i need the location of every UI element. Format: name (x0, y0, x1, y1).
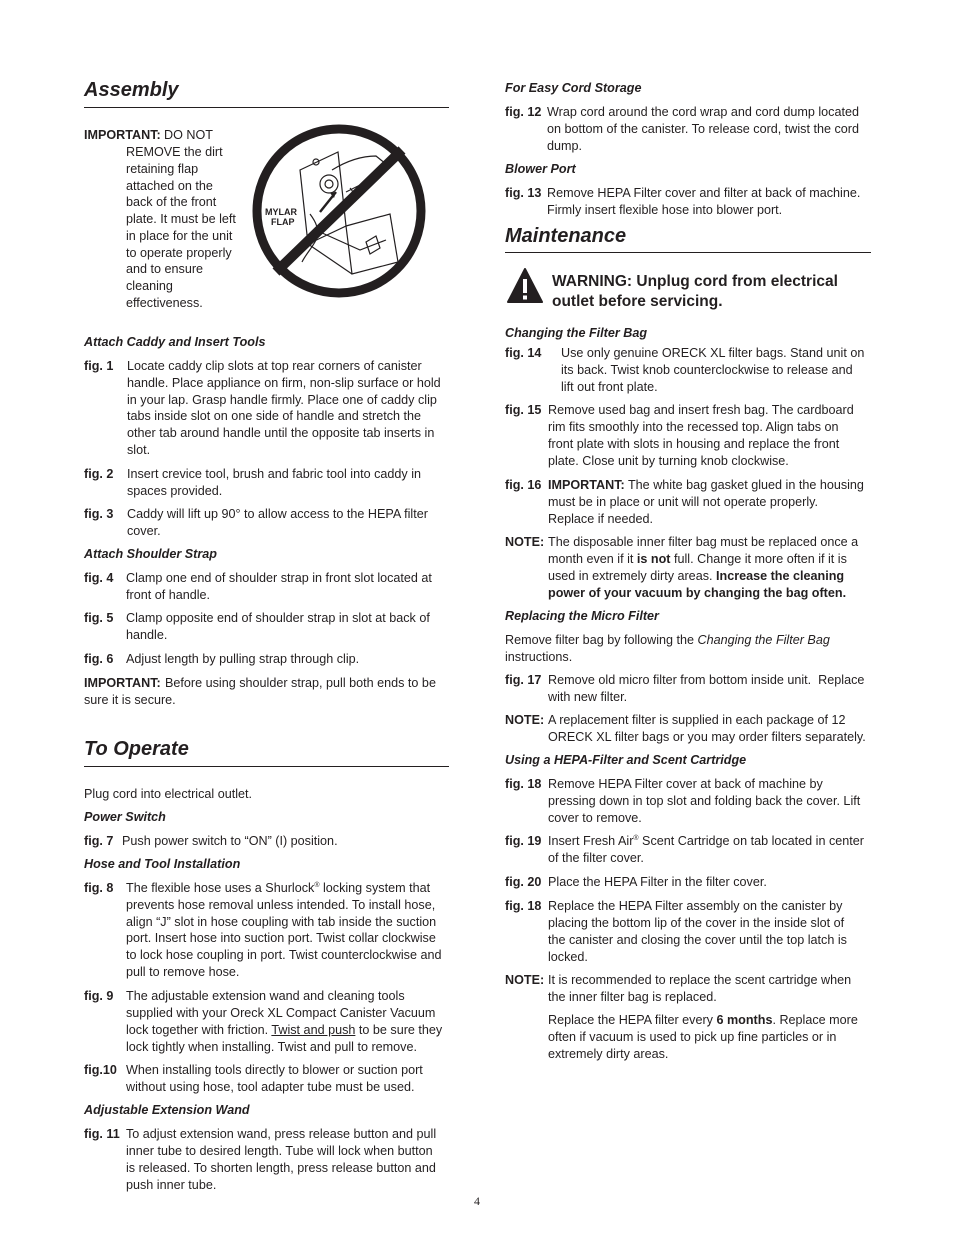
fig9-text-a: lock together with friction. (126, 1023, 272, 1037)
fig5-line: Clamp opposite end of shoulder strap in slot at back of (126, 611, 430, 625)
fig18a-line: cover to remove. (548, 811, 642, 825)
wand-heading: Adjustable Extension Wand (84, 1103, 250, 1117)
fig2-label: fig. 2 (84, 467, 114, 481)
fig1-line: tabs inside slot on one side of handle and stretch the (127, 409, 422, 423)
caddy-heading: Attach Caddy and Insert Tools (84, 335, 266, 349)
fig3-line: Caddy will lift up 90° to allow access to the HEPA filter (127, 507, 428, 521)
fig10-line: without using hose, tool adapter tube must be used. (126, 1080, 415, 1094)
fig18a-label: fig. 18 (505, 777, 542, 791)
fig15-line: plate. Close unit by turning knob clockwise. (548, 454, 789, 468)
note1-text-a: month even if it (548, 552, 637, 566)
fig12-line: on bottom of the canister. To release cord, twist the cord (547, 122, 859, 136)
fig9-line: supplied with your Oreck XL Compact Canister Vacuum (126, 1006, 436, 1020)
fig18a-line: pressing down in top slot and folding back the cover. Lift (548, 794, 861, 808)
fig19-line (548, 833, 864, 850)
fig10-line: When installing tools directly to blower or suction port (126, 1063, 423, 1077)
fig15-line: rim fits smoothly into the recessed top. Align tabs on (548, 420, 839, 434)
fig8-line: port. Insert hose into suction port. Twist collar clockwise (126, 931, 436, 945)
fig11-line: is released. To shorten length, press release button and (126, 1161, 436, 1175)
warning-line: WARNING: Unplug cord from electrical (552, 273, 838, 290)
important2-line: Before using shoulder strap, pull both ends to be (165, 676, 436, 690)
fig13-line: Firmly insert flexible hose into blower port. (547, 203, 783, 217)
maintenance-rule (505, 252, 871, 253)
micro-text (505, 632, 830, 649)
important2-label: IMPORTANT: (84, 676, 161, 690)
fig4-line: Clamp one end of shoulder strap in front slot located at (126, 571, 432, 585)
fig3-label: fig. 3 (84, 507, 114, 521)
fig8-line (126, 880, 430, 897)
note1-bold: Increase the cleaning (716, 569, 845, 583)
fig15-line: Remove used bag and insert fresh bag. The cardboard (548, 403, 854, 417)
no-remove-flap-illustration (250, 122, 428, 300)
important-line: in place for the unit (126, 229, 233, 243)
fig12-line: Wrap cord around the cord wrap and cord dump located (547, 105, 859, 119)
replace-line (548, 1012, 858, 1029)
fig13-line: Remove HEPA Filter cover and filter at back of machine. (547, 186, 861, 200)
important-line: effectiveness. (126, 296, 203, 310)
fig1-line: Locate caddy clip slots at top rear corners of canister (127, 359, 422, 373)
fig5-label: fig. 5 (84, 611, 114, 625)
page-number: 4 (474, 1194, 480, 1208)
fig18b-line: Replace the HEPA Filter assembly on the canister by (548, 899, 843, 913)
important-line: and to ensure (126, 262, 204, 276)
fig19-label: fig. 19 (505, 834, 542, 848)
fig8-line: to lock hose coupling in port. Twist counterclockwise and (126, 948, 442, 962)
assembly-title: Assembly (84, 79, 179, 101)
fig18b-label: fig. 18 (505, 899, 542, 913)
mylar-label: MYLAR (265, 207, 297, 217)
fig16-line: must be in place or unit will not operate properly. (548, 495, 818, 509)
fig16-important: IMPORTANT: (548, 478, 625, 492)
fig2-line: spaces provided. (127, 484, 223, 498)
important-line: DO NOT (164, 128, 213, 142)
replace-line: often if vacuum is used to pick up fine particles or in (548, 1030, 837, 1044)
note1-text-a: used in extremely dirty areas. (548, 569, 716, 583)
assembly-rule (84, 107, 449, 108)
fig11-label: fig. 11 (84, 1127, 120, 1141)
fig8-line: prevents hose removal unless intended. To install hose, (126, 898, 436, 912)
fig1-label: fig. 1 (84, 359, 114, 373)
fig17-label: fig. 17 (505, 673, 542, 687)
important-label: IMPORTANT: (84, 128, 161, 142)
fig19-text-a: Insert Fresh Air (548, 834, 634, 848)
flap-label: FLAP (271, 217, 295, 227)
note2-label: NOTE: (505, 713, 545, 727)
important-line: cleaning (126, 279, 173, 293)
registered-mark: ® (633, 835, 639, 842)
important-line: to operate properly (126, 246, 232, 260)
fig14-line: lift out front plate. (561, 380, 658, 394)
fig12-line: dump. (547, 139, 583, 153)
fig9-line (126, 1022, 442, 1039)
fig1-line: handle. Place appliance on firm, non-slip surface or hold (127, 376, 441, 390)
fig8-text-a: The flexible hose uses a Shurlock (126, 881, 315, 895)
fig19-line: of the filter cover. (548, 851, 644, 865)
fig9-line: lock tightly when installing. Twist and pull to remove. (126, 1040, 417, 1054)
fig16-label: fig. 16 (505, 478, 542, 492)
important-line: REMOVE the dirt (126, 145, 223, 159)
note1-line (548, 551, 847, 568)
fig10-label: fig.10 (84, 1063, 117, 1077)
fig18b-line: the canister and closing the cover until the top latch is (548, 933, 847, 947)
replace-text-c: . Replace more (772, 1013, 858, 1027)
replace-bold: 6 months (716, 1013, 773, 1027)
fig8-text-b: locking system that (319, 881, 431, 895)
strap-heading: Attach Shoulder Strap (84, 547, 217, 561)
fig8-line: pull to remove hose. (126, 965, 240, 979)
fig20-text: Place the HEPA Filter in the filter cover. (548, 875, 767, 889)
operate-title: To Operate (84, 738, 189, 760)
fig17-line: with new filter. (548, 690, 628, 704)
micro-text-a: Remove filter bag by following the (505, 633, 698, 647)
fig18b-line: locked. (548, 950, 588, 964)
note1-bold: is not (636, 552, 671, 566)
important-line: plate. It must be left (126, 212, 236, 226)
note3-line: It is recommended to replace the scent cartridge when (548, 973, 852, 987)
note1-line: power of your vacuum by changing the bag often. (548, 586, 847, 600)
warning-line: outlet before servicing. (552, 293, 723, 310)
fig11-line: inner tube to desired length. Tube will lock when button (126, 1144, 433, 1158)
fig5-line: handle. (126, 628, 168, 642)
fig1-line: other tab around handle until the opposite tab inserts in (127, 426, 435, 440)
important2-line: sure it is secure. (84, 693, 176, 707)
fig4-label: fig. 4 (84, 571, 114, 585)
fig9-underlined: Twist and push (271, 1023, 356, 1037)
fig18a-line: Remove HEPA Filter cover at back of machine by (548, 777, 823, 791)
important-line: retaining flap (126, 162, 199, 176)
fig14-line: its back. Twist knob counterclockwise to release and (561, 363, 853, 377)
hose-heading: Hose and Tool Installation (84, 857, 241, 871)
fig8-line: align “J” slot in hose coupling with tab inside the suction (126, 915, 437, 929)
fig12-label: fig. 12 (505, 105, 542, 119)
warning-icon (506, 267, 544, 305)
fig3-line: cover. (127, 524, 161, 538)
fig9-label: fig. 9 (84, 989, 114, 1003)
note1-line (548, 568, 844, 585)
fig1-line: in your lap. Grasp handle firmly. Place one of caddy clip (127, 393, 437, 407)
micro-text-italic: Changing the Filter Bag (697, 633, 830, 647)
fig14-line: Use only genuine ORECK XL filter bags. Stand unit on (561, 346, 865, 360)
fig15-line: front plate with slots in housing and replace the front (548, 437, 840, 451)
blower-heading: Blower Port (505, 162, 576, 176)
fig2-line: Insert crevice tool, brush and fabric tool into caddy in (127, 467, 422, 481)
fig15-label: fig. 15 (505, 403, 542, 417)
note3-label: NOTE: (505, 973, 545, 987)
fig11-line: push inner tube. (126, 1178, 217, 1192)
plug-text: Plug cord into electrical outlet. (84, 787, 253, 801)
important-line: back of the front (126, 195, 217, 209)
replace-line: extremely dirty areas. (548, 1047, 669, 1061)
fig7-label: fig. 7 (84, 834, 114, 848)
fig9-line: The adjustable extension wand and cleaning tools (126, 989, 405, 1003)
note3-line: the inner filter bag is replaced. (548, 990, 717, 1004)
fig7-text: Push power switch to “ON” (I) position. (122, 834, 338, 848)
important-line: attached on the (126, 179, 213, 193)
fig20-label: fig. 20 (505, 875, 542, 889)
note1-text-c: full. Change it more often if it is (670, 552, 847, 566)
operate-rule (84, 766, 449, 767)
hepa-heading: Using a HEPA-Filter and Scent Cartridge (505, 753, 747, 767)
fig16-line (548, 477, 864, 494)
fig14-label: fig. 14 (505, 346, 542, 360)
fig1-line: slot. (127, 443, 151, 457)
note1-line: The disposable inner filter bag must be replaced once a (548, 535, 859, 549)
note1-label: NOTE: (505, 535, 545, 549)
maintenance-title: Maintenance (505, 225, 627, 247)
micro-text-b: instructions. (505, 650, 573, 664)
fig16-text: The white bag gasket glued in the housing (624, 478, 864, 492)
fig6-label: fig. 6 (84, 652, 114, 666)
fig13-label: fig. 13 (505, 186, 542, 200)
power-heading: Power Switch (84, 810, 166, 824)
micro-heading: Replacing the Micro Filter (505, 609, 659, 623)
fig8-label: fig. 8 (84, 881, 114, 895)
cord-heading: For Easy Cord Storage (505, 81, 642, 95)
fig11-line: To adjust extension wand, press release button and pull (126, 1127, 437, 1141)
filterbag-heading: Changing the Filter Bag (505, 326, 648, 340)
fig6-line: Adjust length by pulling strap through clip. (126, 652, 360, 666)
note2-line: A replacement filter is supplied in each package of 12 (548, 713, 846, 727)
registered-mark: ® (314, 882, 320, 889)
fig19-text-b: Scent Cartridge on tab located in center (638, 834, 864, 848)
fig16-line: Replace if needed. (548, 512, 654, 526)
fig17-line: Remove old micro filter from bottom inside unit. Replace (548, 673, 865, 687)
fig18b-line: placing the bottom lip of the cover in the inside slot of (548, 916, 845, 930)
replace-text-a: Replace the HEPA filter every (548, 1013, 717, 1027)
fig4-line: front of handle. (126, 588, 211, 602)
fig9-text-b: to be sure they (355, 1023, 443, 1037)
note2-line: ORECK XL filter bags or you may order filters separately. (548, 730, 866, 744)
